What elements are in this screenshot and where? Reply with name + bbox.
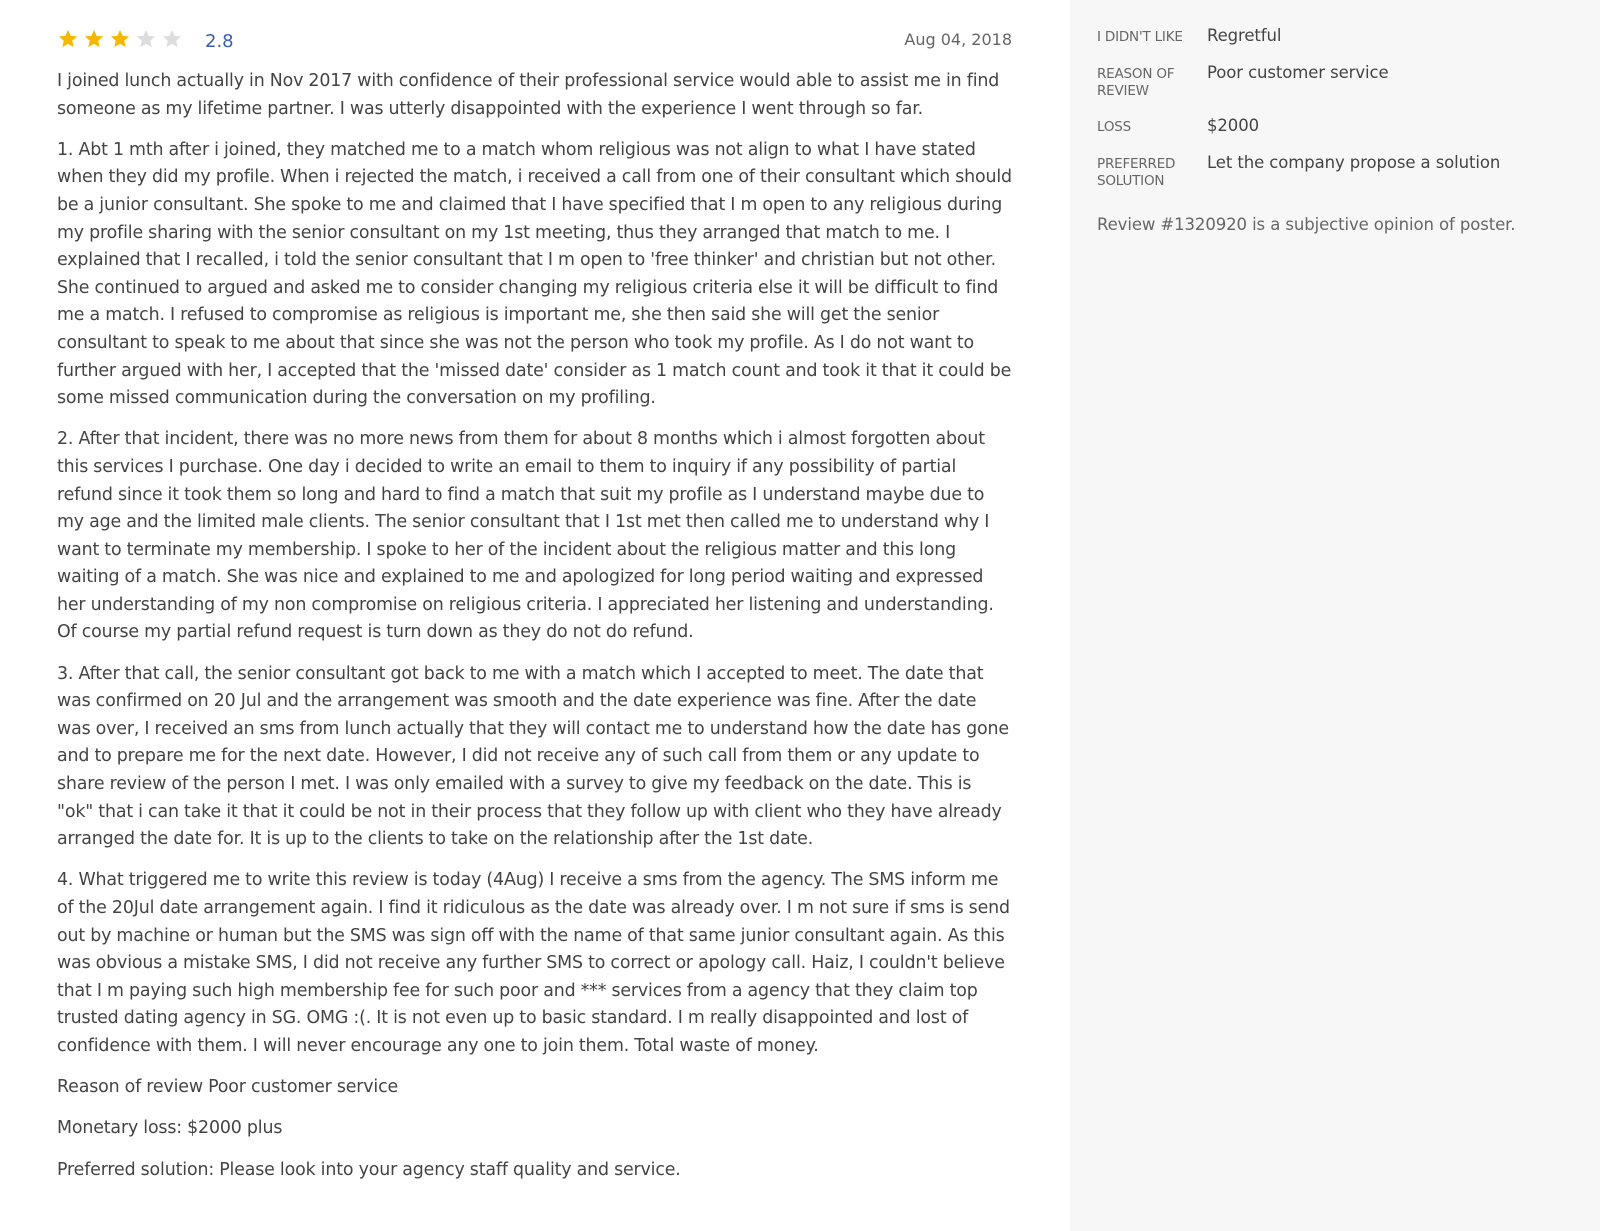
meta-row-didnt-like [1097,25,1587,47]
review-reason-line: Reason of review Poor customer service [57,1077,399,1098]
review-paragraph: 4. What triggered me to write this review is today (4Aug) I receive a sms from the agency. The SMS inform me of the 20Jul date arrangement again. I find it ridiculous as the date was already over. I m not sure if sms is send out by machine or human but the SMS was sign off with the name of that same junior consultant again. As this was obvious a mistake SMS, I did not receive any further SMS to correct or apology call. Haiz, I couldn't believe that I m paying such high membership fee for such poor and *** services from a agency that they claim top trusted dating agency in SG. OMG :(. It is not even up to basic standard. I m really disappointed and lost of confidence with them. I will never encourage any one to join them. Total waste of money. [57,870,1010,1056]
review-sidebar [1070,0,1600,1231]
star-icon [109,28,135,52]
star-rating [57,28,187,52]
review-date: Aug 04, 2018 [904,30,1012,49]
meta-label: REASON OF REVIEW [1097,66,1175,99]
meta-row-loss [1097,115,1587,137]
rating-value: 2.8 [205,31,234,52]
meta-value: $2000 [1207,116,1259,135]
review-body [57,68,1012,1184]
review-paragraph: 2. After that incident, there was no more news from them for about 8 months which i almost forgotten about this services I purchase. One day i decided to write an email to them to inquiry if any possibility of partial refund since it took them so long and hard to find a match that suit my profile as I understand maybe due to my age and the limited male clients. The senior consultant that I 1st met then called me to understand why I want to terminate my membership. I spoke to her of the incident about the religious matter and this long waiting of a match. She was nice and explained to me and apologized for long period waiting and expressed her understanding of my non compromise on religious criteria. I appreciated her listening and understanding. Of course my partial refund request is turn down as they do not do refund. [57,429,994,643]
meta-label: PREFERRED SOLUTION [1097,156,1176,189]
review-disclaimer: Review #1320920 is a subjective opinion of poster. [1097,215,1516,234]
review-paragraph: 1. Abt 1 mth after i joined, they matched me to a match whom religious was not align to what I have stated when they did my profile. When i rejected the match, i received a call from one of their consultant which should be a junior consultant. She spoke to me and claimed that I have specified that I m open to any religious during my profile sharing with the senior consultant on my 1st meeting, thus they arranged that match to me. I explained that I recalled, i told the senior consultant that I m open to 'free thinker' and christian but not other. She continued to argued and asked me to consider changing my religious criteria else it will be difficult to find me a match. I refused to compromise as religious is important me, she then said she will get the senior consultant to speak to me about that since she was not the person who took my profile. As I do not want to further argued with her, I accepted that the 'missed date' consider as 1 match count and took it that it could be some missed communication during the conversation on my profiling. [57,139,1012,409]
meta-label: I DIDN'T LIKE [1097,29,1183,45]
review-meta-table [1097,25,1587,205]
star-icon [57,28,83,52]
review-loss-line: Monetary loss: $2000 plus [57,1118,283,1139]
meta-value: Let the company propose a solution [1207,153,1501,172]
meta-row-reason [1097,62,1587,100]
meta-value: Regretful [1207,26,1282,45]
meta-value: Poor customer service [1207,63,1389,82]
star-empty-icon [135,28,161,52]
review-paragraph: I joined lunch actually in Nov 2017 with confidence of their professional service would able to assist me in find someone as my lifetime partner. I was utterly disappointed with the experience I went through so far. [57,71,1000,119]
meta-label: LOSS [1097,119,1132,135]
review-header [57,20,1012,60]
star-icon [83,28,109,52]
review-solution-line: Preferred solution: Please look into your agency staff quality and service. [57,1159,681,1180]
review-paragraph: 3. After that call, the senior consultant got back to me with a match which I accepted to meet. The date that was confirmed on 20 Jul and the arrangement was smooth and the date experience was fine. After the date was over, I received an sms from lunch actually that they will contact me to understand how the date has gone and to prepare me for the next date. However, I did not receive any of such call from them or any update to share review of the person I met. I was only emailed with a survey to give my feedback on the date. This is "ok" that i can take it that it could be not in their process that they follow up with client who they have already arranged the date for. It is up to the clients to take on the relationship after the 1st date. [57,663,1009,850]
meta-row-preferred-solution [1097,152,1587,190]
star-empty-icon [161,28,187,52]
review-content [57,20,1012,1198]
